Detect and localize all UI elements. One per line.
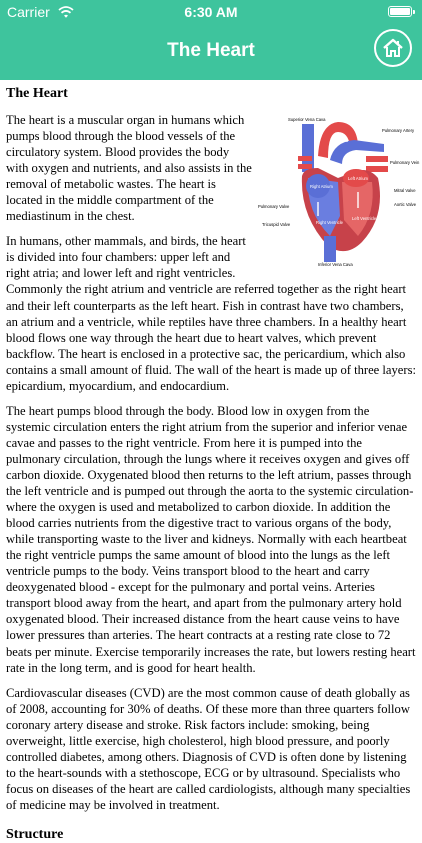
paragraph-intro: The heart is a muscular organ in humans which pumps blood through the blood vessels of the circulatory system. Blood provides the body with oxygen and nutrients, and also assists in the removal of metabolic wastes. The heart is located in the middle compartment of the mediastinum in the chest.: [6, 113, 252, 224]
status-time: 6:30 AM: [184, 4, 238, 20]
nav-bar: [0, 24, 422, 80]
battery-icon: [388, 6, 412, 17]
svg-text:Aorta: Aorta: [338, 138, 349, 143]
svg-text:Right Atrium: Right Atrium: [310, 184, 333, 189]
svg-text:Right Ventricle: Right Ventricle: [316, 220, 343, 225]
svg-text:Pulmonary Valve: Pulmonary Valve: [258, 204, 290, 209]
svg-text:Pulmonary Artery: Pulmonary Artery: [382, 128, 415, 133]
paragraph-cvd: Cardiovascular diseases (CVD) are the most common cause of death globally as of 2008, accounting for 30% of deaths. Of these more than three quarters follow coronary artery disease and stroke. Risk factors include: smoking, being overweight, little exercise, high cholesterol, high blood pressure, and poorly controlled diabetes, among others. Diagnosis of CVD is often done by listening to the heart-sounds with a stethoscope, ECG or by ultrasound. Specialists who focus on diseases of the heart are called cardiologists, although many specialties of medicine may be involved in treatment.: [6, 685, 411, 812]
paragraph-chambers: In humans, other mammals, and birds, the heart is divided into four chambers: upper left and right atria; and lower left and right ventricles. Commonly the right atrium and ventricle are referred together as the right heart and their left counterparts as the left heart. Fish in contrast have two chambers, an atrium and a ventricle, while reptiles have three chambers. In a healthy heart blood flows one way through the heart due to heart valves, which prevent backflow. The heart is enclosed in a protective sac, the pericardium, which also contains a small amount of fluid. The wall of the heart is made up of three layers: epicardium, myocardium, and endocardium.: [6, 234, 416, 393]
carrier-label: Carrier: [7, 4, 50, 20]
svg-text:Aortic Valve: Aortic Valve: [394, 202, 417, 207]
svg-text:Mitral Valve: Mitral Valve: [394, 188, 416, 193]
svg-text:Superior Vena Cava: Superior Vena Cava: [288, 117, 326, 122]
page-title: The Heart: [167, 40, 255, 61]
structure-heading: Structure: [6, 826, 64, 842]
home-button[interactable]: [374, 29, 412, 67]
article: [0, 80, 422, 842]
svg-text:Left Ventricle: Left Ventricle: [352, 216, 377, 221]
heart-diagram: [258, 116, 418, 266]
home-icon: [382, 37, 404, 59]
svg-text:Left Atrium: Left Atrium: [348, 176, 369, 181]
svg-text:Pulmonary Vein: Pulmonary Vein: [390, 160, 420, 165]
status-bar: [0, 0, 422, 24]
paragraph-circulation: The heart pumps blood through the body. Blood low in oxygen from the systemic circulation enters the right atrium from the superior and inferior venae cavae and passes to the right ventricle. From here it is pumped into the pulmonary circulation, through the lungs where it receives oxygen and gives off carbon dioxide. Oxygenated blood then returns to the left atrium, passes through the left ventricle and is pumped out through the aorta to the systemic circulation-where the oxygen is used and metabolized to carbon dioxide. In addition the blood carries nutrients from the digestive tract to various organs of the body, while transporting waste to the liver and kidneys. Normally with each heartbeat the right ventricle pumps the same amount of blood into the lungs as the left ventricle pumps to the body. Veins transport blood to the heart and carry deoxygenated blood - except for the pulmonary and portal veins. Arteries transport blood away from the heart, and apart from the pulmonary artery hold oxygenated blood. Their increased distance from the heart cause veins to have lower pressures than arteries. The heart contracts at a resting rate close to 72 beats per minute. Exercise temporarily increases the rate, but lowers resting heart rate in the long term, and is good for heart health.: [6, 403, 416, 675]
svg-text:Inferior Vena Cava: Inferior Vena Cava: [318, 262, 353, 267]
svg-text:Tricuspid Valve: Tricuspid Valve: [262, 222, 291, 227]
inferior-vena-cava-shape: [324, 236, 336, 262]
article-title: The Heart: [6, 86, 68, 101]
